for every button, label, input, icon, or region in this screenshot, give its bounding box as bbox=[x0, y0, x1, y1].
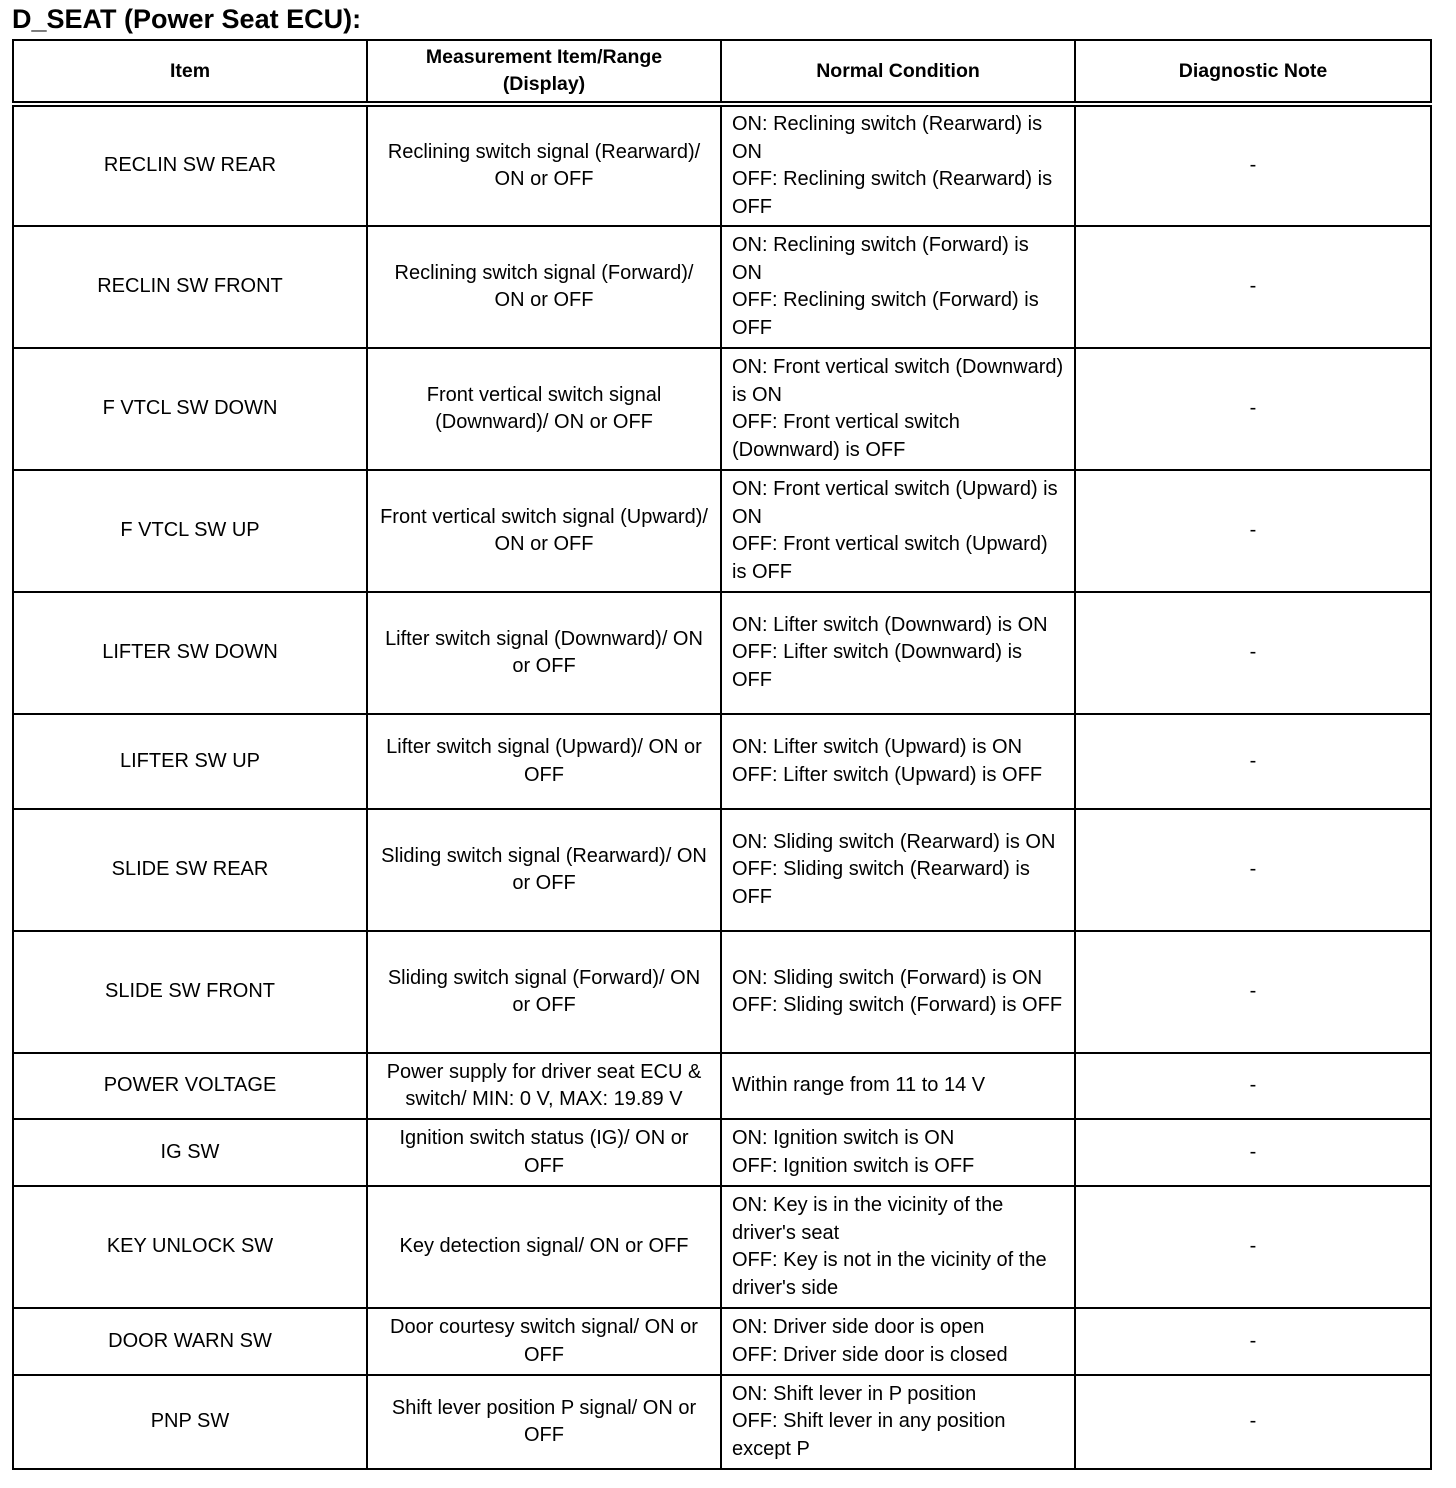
measurement-cell: Door courtesy switch signal/ ON or OFF bbox=[367, 1308, 721, 1375]
measurement-cell: Sliding switch signal (Forward)/ ON or OFF bbox=[367, 931, 721, 1053]
condition-off: OFF: Shift lever in any position except P bbox=[732, 1410, 1006, 1460]
condition-cell bbox=[721, 470, 1075, 592]
note-cell: - bbox=[1075, 714, 1431, 809]
condition-on: ON: Driver side door is open bbox=[732, 1316, 985, 1338]
item-cell: RECLIN SW FRONT bbox=[13, 226, 367, 348]
condition-off: OFF: Driver side door is closed bbox=[732, 1343, 1008, 1366]
note-cell: - bbox=[1075, 1119, 1431, 1186]
measurement-cell: Shift lever position P signal/ ON or OFF bbox=[367, 1375, 721, 1469]
condition-on: Within range from 11 to 14 V bbox=[732, 1074, 986, 1097]
note-cell: - bbox=[1075, 1375, 1431, 1469]
condition-cell bbox=[721, 1186, 1075, 1308]
note-cell: - bbox=[1075, 348, 1431, 470]
measurement-cell: Front vertical switch signal (Upward)/ ON or OFF bbox=[367, 470, 721, 592]
condition-off: OFF: Sliding switch (Rearward) is OFF bbox=[732, 858, 1030, 908]
header-condition: Normal Condition bbox=[721, 40, 1075, 104]
measurement-cell: Reclining switch signal (Forward)/ ON or OFF bbox=[367, 226, 721, 348]
condition-off: OFF: Sliding switch (Forward) is OFF bbox=[732, 994, 1063, 1016]
measurement-cell: Key detection signal/ ON or OFF bbox=[367, 1186, 721, 1308]
item-cell: RECLIN SW REAR bbox=[13, 104, 367, 226]
condition-cell bbox=[721, 1308, 1075, 1375]
item-cell: SLIDE SW REAR bbox=[13, 809, 367, 931]
condition-cell bbox=[721, 226, 1075, 348]
condition-on: ON: Reclining switch (Forward) is ON bbox=[732, 234, 1029, 284]
condition-on: ON: Front vertical switch (Downward) is ON bbox=[732, 356, 1064, 406]
table-row bbox=[13, 1375, 1431, 1469]
condition-on: ON: Lifter switch (Downward) is ON bbox=[732, 613, 1048, 636]
table-row bbox=[13, 809, 1431, 931]
table-header-row bbox=[13, 40, 1431, 104]
measurement-cell: Front vertical switch signal (Downward)/ ON or OFF bbox=[367, 348, 721, 470]
item-cell: LIFTER SW DOWN bbox=[13, 592, 367, 714]
note-cell: - bbox=[1075, 809, 1431, 931]
item-cell: IG SW bbox=[13, 1119, 367, 1186]
note-cell: - bbox=[1075, 1308, 1431, 1375]
diagnostic-data-table bbox=[12, 39, 1432, 1470]
table-row bbox=[13, 1119, 1431, 1186]
condition-on: ON: Reclining switch (Rearward) is ON bbox=[732, 113, 1043, 163]
item-cell: PNP SW bbox=[13, 1375, 367, 1469]
header-item: Item bbox=[13, 40, 367, 104]
measurement-cell: Lifter switch signal (Downward)/ ON or OFF bbox=[367, 592, 721, 714]
condition-off: OFF: Ignition switch is OFF bbox=[732, 1154, 975, 1177]
header-measurement bbox=[367, 40, 721, 104]
table-row bbox=[13, 470, 1431, 592]
measurement-cell: Sliding switch signal (Rearward)/ ON or OFF bbox=[367, 809, 721, 931]
table-row bbox=[13, 592, 1431, 714]
note-cell: - bbox=[1075, 1186, 1431, 1308]
table-row bbox=[13, 1308, 1431, 1375]
table-row bbox=[13, 104, 1431, 226]
note-cell: - bbox=[1075, 1053, 1431, 1119]
measurement-cell: Ignition switch status (IG)/ ON or OFF bbox=[367, 1119, 721, 1186]
table-row bbox=[13, 714, 1431, 809]
measurement-cell: Reclining switch signal (Rearward)/ ON or OFF bbox=[367, 104, 721, 226]
header-note: Diagnostic Note bbox=[1075, 40, 1431, 104]
page-title: D_SEAT (Power Seat ECU): bbox=[12, 4, 362, 34]
condition-cell bbox=[721, 714, 1075, 809]
condition-on: ON: Lifter switch (Upward) is ON bbox=[732, 736, 1023, 758]
condition-cell bbox=[721, 1375, 1075, 1469]
condition-on: ON: Key is in the vicinity of the driver's seat bbox=[732, 1194, 1004, 1244]
header-measurement-line1: Measurement Item/Range bbox=[425, 46, 663, 68]
note-cell: - bbox=[1075, 931, 1431, 1053]
table-row bbox=[13, 1186, 1431, 1308]
condition-off: OFF: Lifter switch (Downward) is OFF bbox=[732, 641, 1023, 691]
table-row bbox=[13, 1053, 1431, 1119]
note-cell: - bbox=[1075, 470, 1431, 592]
item-cell: F VTCL SW DOWN bbox=[13, 348, 367, 470]
condition-on: ON: Shift lever in P position bbox=[732, 1382, 977, 1405]
condition-cell bbox=[721, 1119, 1075, 1186]
item-cell: DOOR WARN SW bbox=[13, 1308, 367, 1375]
condition-on: ON: Sliding switch (Rearward) is ON bbox=[732, 830, 1056, 853]
header-measurement-line2: (Display) bbox=[502, 73, 586, 95]
item-cell: POWER VOLTAGE bbox=[13, 1053, 367, 1119]
condition-cell bbox=[721, 592, 1075, 714]
condition-off: OFF: Reclining switch (Forward) is OFF bbox=[732, 289, 1039, 339]
condition-on: ON: Front vertical switch (Upward) is ON bbox=[732, 478, 1058, 528]
condition-cell bbox=[721, 104, 1075, 226]
condition-off: OFF: Lifter switch (Upward) is OFF bbox=[732, 763, 1043, 786]
measurement-cell: Power supply for driver seat ECU & switch/ MIN: 0 V, MAX: 19.89 V bbox=[367, 1053, 721, 1119]
condition-cell bbox=[721, 1053, 1075, 1119]
condition-on: ON: Sliding switch (Forward) is ON bbox=[732, 966, 1043, 989]
table-row bbox=[13, 226, 1431, 348]
table-row bbox=[13, 931, 1431, 1053]
item-cell: KEY UNLOCK SW bbox=[13, 1186, 367, 1308]
condition-on: ON: Ignition switch is ON bbox=[732, 1127, 955, 1149]
note-cell: - bbox=[1075, 104, 1431, 226]
condition-cell bbox=[721, 348, 1075, 470]
condition-cell bbox=[721, 931, 1075, 1053]
item-cell: F VTCL SW UP bbox=[13, 470, 367, 592]
note-cell: - bbox=[1075, 226, 1431, 348]
item-cell: LIFTER SW UP bbox=[13, 714, 367, 809]
condition-off: OFF: Reclining switch (Rearward) is OFF bbox=[732, 168, 1053, 218]
condition-off: OFF: Front vertical switch (Upward) is OFF bbox=[732, 533, 1048, 583]
table-row bbox=[13, 348, 1431, 470]
condition-cell bbox=[721, 809, 1075, 931]
condition-off: OFF: Key is not in the vicinity of the driver's side bbox=[732, 1249, 1047, 1299]
note-cell: - bbox=[1075, 592, 1431, 714]
condition-off: OFF: Front vertical switch (Downward) is OFF bbox=[732, 411, 960, 461]
measurement-cell: Lifter switch signal (Upward)/ ON or OFF bbox=[367, 714, 721, 809]
item-cell: SLIDE SW FRONT bbox=[13, 931, 367, 1053]
